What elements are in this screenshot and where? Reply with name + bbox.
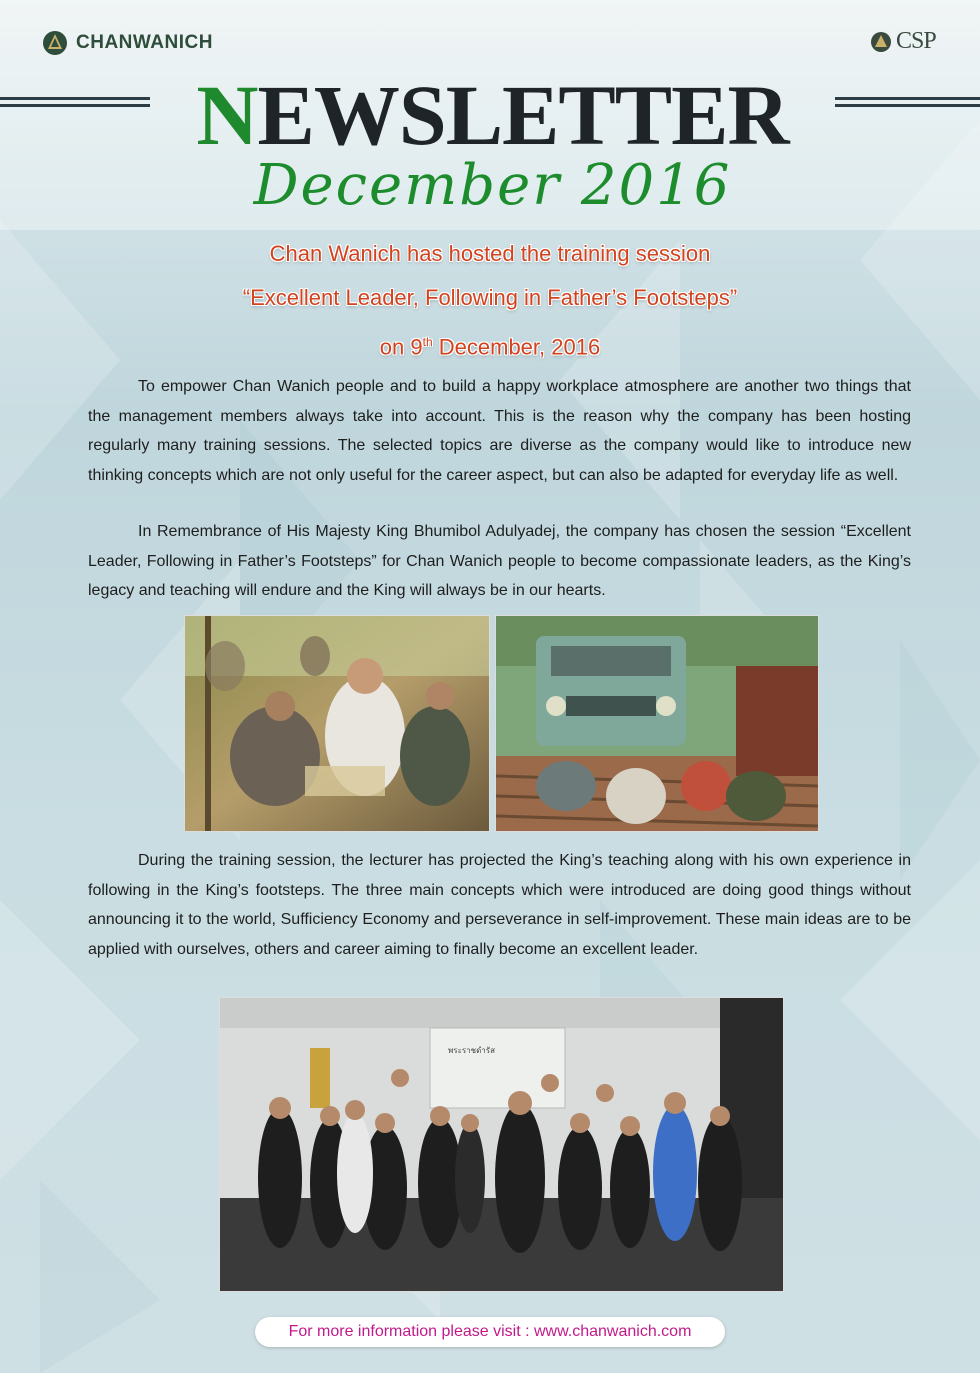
footer-link-pill[interactable] xyxy=(255,1317,725,1347)
body-paragraph-3: During the training session, the lecturer has projected the King’s teaching along with his own experience in following in the King’s footsteps. The three main concepts which were introduced are doing good things without announcing it to the world, Sufficiency Economy and perseverance in self-improvement. These main ideas are to be applied with ourselves, others and career aiming to finally become an excellent leader. xyxy=(88,852,911,958)
headline-date-sup: th xyxy=(422,335,433,349)
photo-training-group xyxy=(219,997,784,1292)
headline-date-post: December, 2016 xyxy=(432,334,601,360)
csp-logo-icon xyxy=(870,31,892,53)
brand-right-text: CSP xyxy=(896,28,936,54)
slide-caption: พระราชดำรัส xyxy=(448,1046,495,1055)
photo-king-at-jeep xyxy=(495,615,819,832)
article-headline xyxy=(100,232,880,369)
issue-date: December 2016 xyxy=(253,153,732,218)
chanwanich-logo xyxy=(42,30,213,56)
body-paragraph-2: In Remembrance of His Majesty King Bhumibol Adulyadej, the company has chosen the session “Excellent Leader, Following in Father’s Footsteps” for Chan Wanich people to become compassionate leaders, as the King’s legacy and teaching will endure and the King will always be in our hearts. xyxy=(88,523,911,599)
headline-line-3 xyxy=(100,320,880,369)
headline-date-pre: on 9 xyxy=(379,334,423,360)
masthead-rule-left xyxy=(0,97,150,107)
footer-link-text[interactable]: For more information please visit : www.chanwanich.com xyxy=(288,1323,692,1340)
headline-line-1: Chan Wanich has hosted the training session xyxy=(269,241,711,266)
brand-left-text: CHANWANICH xyxy=(76,32,213,53)
newsletter-title xyxy=(150,67,835,163)
masthead-rule-right xyxy=(835,97,980,107)
title-rest: EWSLETTER xyxy=(257,67,789,163)
chanwanich-logo-icon xyxy=(42,30,68,56)
body-paragraph-1: To empower Chan Wanich people and to build a happy workplace atmosphere are another two things that the management members always take into account. This is the reason why the company has been hosting regularly many training sessions. The selected topics are diverse as the company would like to introduce new thinking concepts which are not only useful for the career aspect, but can also be adapted for everyday life as well. xyxy=(88,378,911,484)
csp-logo xyxy=(870,28,936,55)
headline-line-2: “Excellent Leader, Following in Father’s Footsteps” xyxy=(242,285,738,310)
title-initial: N xyxy=(196,67,258,163)
photo-king-with-villagers xyxy=(184,615,490,832)
